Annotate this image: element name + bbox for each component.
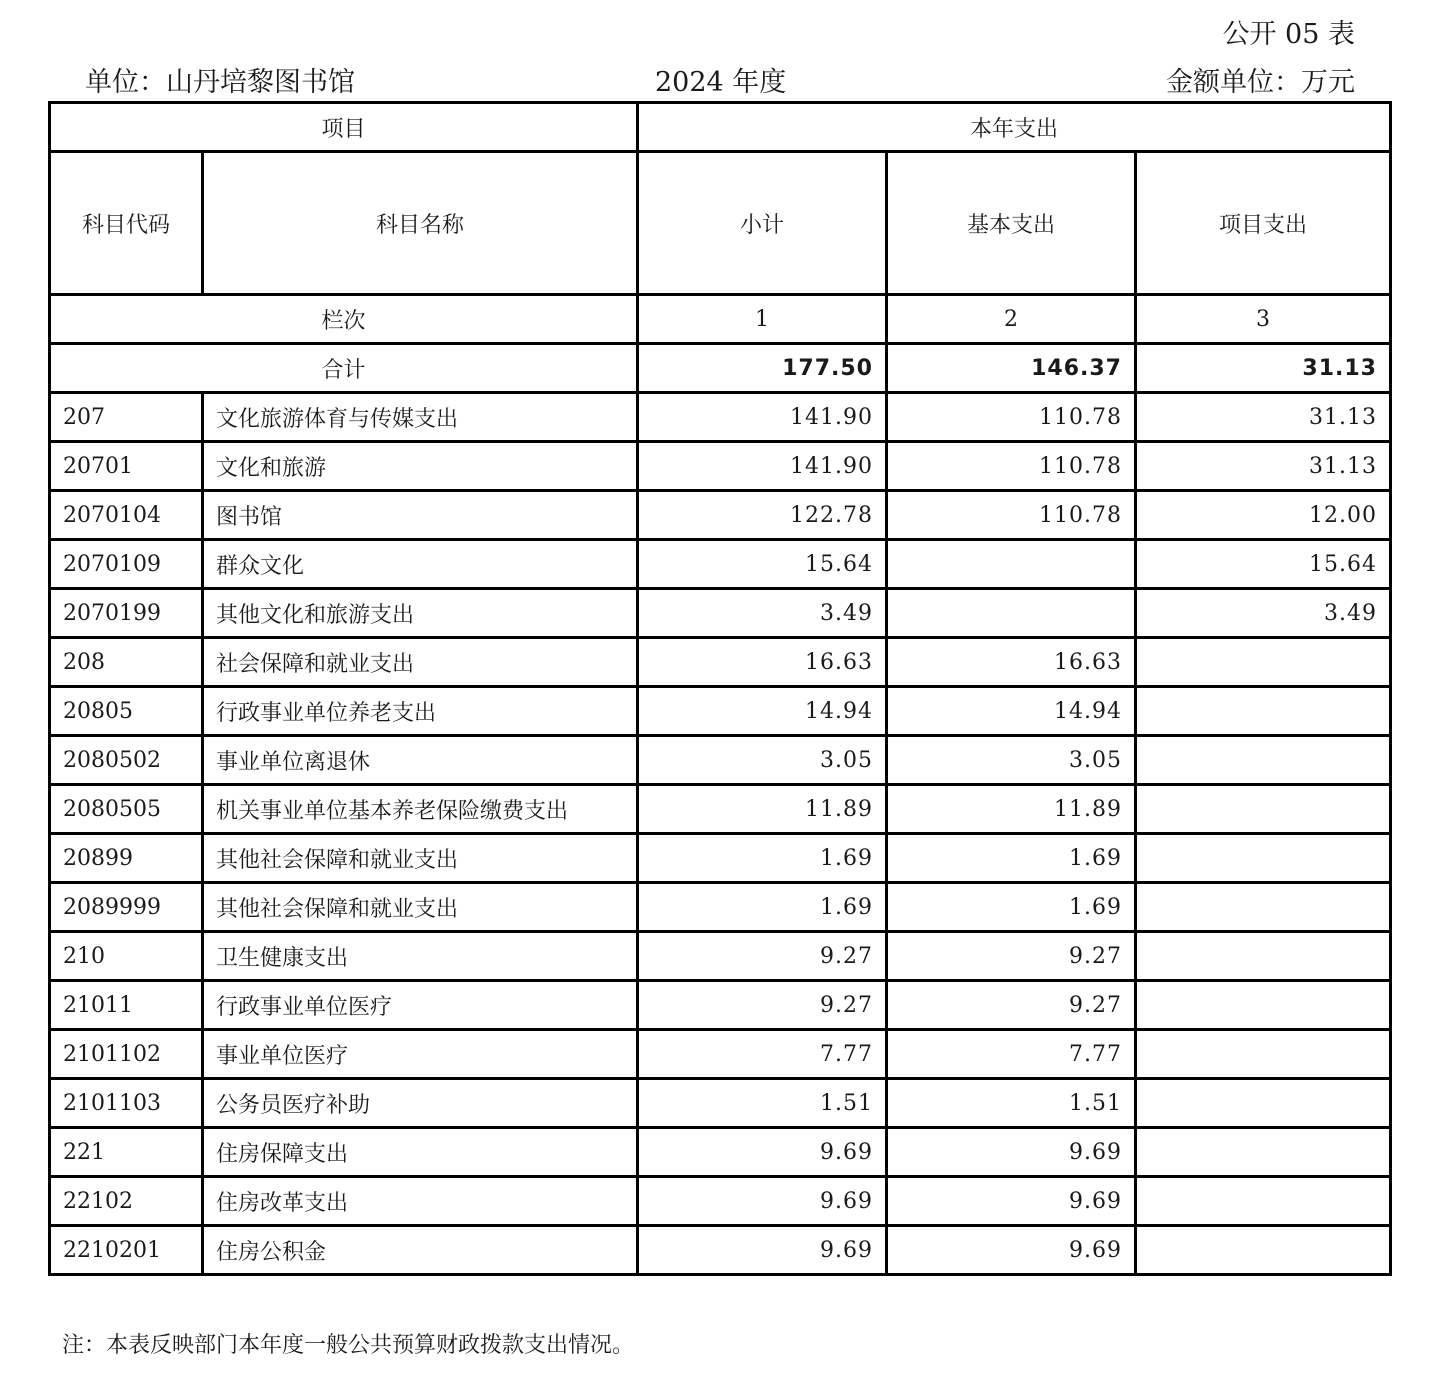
row-subtotal: 3.49 — [638, 589, 887, 638]
row-code: 2101103 — [50, 1079, 203, 1128]
row-subtotal: 1.69 — [638, 834, 887, 883]
row-basic: 9.69 — [887, 1226, 1136, 1275]
total-basic: 146.37 — [887, 344, 1136, 393]
row-basic: 1.69 — [887, 883, 1136, 932]
row-code: 20805 — [50, 687, 203, 736]
header-code: 科目代码 — [50, 152, 203, 295]
row-basic: 9.27 — [887, 932, 1136, 981]
row-code: 221 — [50, 1128, 203, 1177]
row-code: 207 — [50, 393, 203, 442]
row-project — [1136, 883, 1391, 932]
row-basic: 16.63 — [887, 638, 1136, 687]
row-name: 行政事业单位养老支出 — [203, 687, 638, 736]
row-subtotal: 122.78 — [638, 491, 887, 540]
total-subtotal: 177.50 — [638, 344, 887, 393]
row-name: 行政事业单位医疗 — [203, 981, 638, 1030]
row-basic: 1.51 — [887, 1079, 1136, 1128]
row-project — [1136, 1079, 1391, 1128]
row-subtotal: 9.27 — [638, 932, 887, 981]
table-row — [50, 883, 1391, 932]
row-basic: 14.94 — [887, 687, 1136, 736]
total-row — [50, 344, 1391, 393]
row-name: 机关事业单位基本养老保险缴费支出 — [203, 785, 638, 834]
row-subtotal: 9.69 — [638, 1226, 887, 1275]
fiscal-year: 2024 年度 — [655, 67, 787, 98]
row-name: 群众文化 — [203, 540, 638, 589]
column-index-3: 3 — [1136, 295, 1391, 344]
row-code: 210 — [50, 932, 203, 981]
header-item: 项目 — [50, 103, 638, 152]
row-name: 公务员医疗补助 — [203, 1079, 638, 1128]
column-index-row — [50, 295, 1391, 344]
row-project — [1136, 1128, 1391, 1177]
row-code: 22102 — [50, 1177, 203, 1226]
row-project — [1136, 932, 1391, 981]
row-name: 文化和旅游 — [203, 442, 638, 491]
column-index-2: 2 — [887, 295, 1136, 344]
table-row — [50, 932, 1391, 981]
row-name: 住房改革支出 — [203, 1177, 638, 1226]
row-name: 事业单位离退休 — [203, 736, 638, 785]
row-subtotal: 1.51 — [638, 1079, 887, 1128]
table-row — [50, 1226, 1391, 1275]
row-name: 卫生健康支出 — [203, 932, 638, 981]
row-code: 2210201 — [50, 1226, 203, 1275]
row-basic — [887, 540, 1136, 589]
table-row — [50, 785, 1391, 834]
header-row-2 — [50, 152, 1391, 295]
row-project — [1136, 981, 1391, 1030]
row-code: 2089999 — [50, 883, 203, 932]
row-code: 20899 — [50, 834, 203, 883]
row-subtotal: 15.64 — [638, 540, 887, 589]
row-subtotal: 3.05 — [638, 736, 887, 785]
row-project — [1136, 687, 1391, 736]
row-subtotal: 9.27 — [638, 981, 887, 1030]
column-index-1: 1 — [638, 295, 887, 344]
row-name: 住房保障支出 — [203, 1128, 638, 1177]
row-name: 事业单位医疗 — [203, 1030, 638, 1079]
table-row — [50, 540, 1391, 589]
row-code: 2080505 — [50, 785, 203, 834]
row-basic: 9.69 — [887, 1128, 1136, 1177]
row-basic: 110.78 — [887, 491, 1136, 540]
row-project — [1136, 1226, 1391, 1275]
row-name: 图书馆 — [203, 491, 638, 540]
table-row — [50, 834, 1391, 883]
table-row — [50, 1030, 1391, 1079]
row-subtotal: 9.69 — [638, 1128, 887, 1177]
table-row — [50, 638, 1391, 687]
row-project: 3.49 — [1136, 589, 1391, 638]
row-subtotal: 11.89 — [638, 785, 887, 834]
unit-label: 单位：山丹培黎图书馆 — [85, 67, 355, 98]
row-project — [1136, 834, 1391, 883]
row-basic: 110.78 — [887, 442, 1136, 491]
row-code: 2080502 — [50, 736, 203, 785]
table-row — [50, 442, 1391, 491]
row-subtotal: 141.90 — [638, 442, 887, 491]
header-subtotal: 小计 — [638, 152, 887, 295]
total-label: 合计 — [50, 344, 638, 393]
header-name: 科目名称 — [203, 152, 638, 295]
row-name: 住房公积金 — [203, 1226, 638, 1275]
table-row — [50, 981, 1391, 1030]
row-project: 31.13 — [1136, 393, 1391, 442]
table-note: 注：本表反映部门本年度一般公共预算财政拨款支出情况。 — [62, 1333, 635, 1358]
table-row — [50, 1079, 1391, 1128]
row-basic: 1.69 — [887, 834, 1136, 883]
row-project — [1136, 1177, 1391, 1226]
row-subtotal: 14.94 — [638, 687, 887, 736]
row-project — [1136, 785, 1391, 834]
row-name: 社会保障和就业支出 — [203, 638, 638, 687]
header-row-1 — [50, 103, 1391, 152]
row-basic: 3.05 — [887, 736, 1136, 785]
row-subtotal: 7.77 — [638, 1030, 887, 1079]
table-row — [50, 736, 1391, 785]
total-project: 31.13 — [1136, 344, 1391, 393]
money-unit-label: 金额单位：万元 — [1166, 67, 1355, 98]
row-name: 其他文化和旅游支出 — [203, 589, 638, 638]
header-expense: 本年支出 — [638, 103, 1391, 152]
row-code: 208 — [50, 638, 203, 687]
table-row — [50, 1177, 1391, 1226]
table-row — [50, 1128, 1391, 1177]
row-project — [1136, 638, 1391, 687]
row-basic: 110.78 — [887, 393, 1136, 442]
row-name: 其他社会保障和就业支出 — [203, 834, 638, 883]
header-basic: 基本支出 — [887, 152, 1136, 295]
row-subtotal: 16.63 — [638, 638, 887, 687]
table-row — [50, 393, 1391, 442]
row-name: 文化旅游体育与传媒支出 — [203, 393, 638, 442]
row-project: 12.00 — [1136, 491, 1391, 540]
row-code: 2070109 — [50, 540, 203, 589]
row-name: 其他社会保障和就业支出 — [203, 883, 638, 932]
table-row — [50, 687, 1391, 736]
row-project: 15.64 — [1136, 540, 1391, 589]
row-project — [1136, 1030, 1391, 1079]
header-project: 项目支出 — [1136, 152, 1391, 295]
row-code: 2101102 — [50, 1030, 203, 1079]
row-basic: 9.27 — [887, 981, 1136, 1030]
row-project: 31.13 — [1136, 442, 1391, 491]
row-basic: 9.69 — [887, 1177, 1136, 1226]
row-code: 2070199 — [50, 589, 203, 638]
row-code: 20701 — [50, 442, 203, 491]
row-code: 2070104 — [50, 491, 203, 540]
table-row — [50, 589, 1391, 638]
row-subtotal: 9.69 — [638, 1177, 887, 1226]
form-number: 公开 05 表 — [1222, 19, 1355, 50]
row-basic: 11.89 — [887, 785, 1136, 834]
expenditure-table — [48, 101, 1392, 1276]
row-subtotal: 141.90 — [638, 393, 887, 442]
row-basic: 7.77 — [887, 1030, 1136, 1079]
row-project — [1136, 736, 1391, 785]
column-index-label: 栏次 — [50, 295, 638, 344]
table-row — [50, 491, 1391, 540]
row-basic — [887, 589, 1136, 638]
row-code: 21011 — [50, 981, 203, 1030]
row-subtotal: 1.69 — [638, 883, 887, 932]
